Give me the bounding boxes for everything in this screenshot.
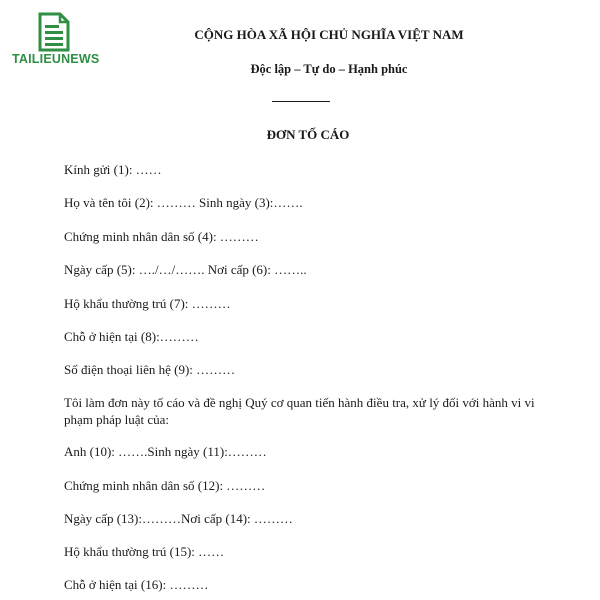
accused-residence-line: Hộ khẩu thường trú (15): ……: [64, 544, 225, 559]
complainant-issue-line: Ngày cấp (5): …./…/……. Nơi cấp (6): ……..: [64, 262, 307, 277]
accused-id-line: Chứng minh nhân dân số (12): ………: [64, 478, 266, 493]
accused-issue-line: Ngày cấp (13):………Nơi cấp (14): ………: [64, 511, 293, 526]
header-underline: [272, 101, 330, 102]
national-motto: Độc lập – Tự do – Hạnh phúc: [250, 62, 408, 76]
logo-text: TAILIEUNEWS: [12, 52, 100, 66]
complainant-id-line: Chứng minh nhân dân số (4): ………: [64, 229, 259, 244]
recipient-line: Kính gửi (1): ……: [64, 162, 162, 177]
complainant-phone-line: Số điện thoại liên hệ (9): ………: [64, 362, 236, 377]
accused-address-line: Chỗ ở hiện tại (16): ………: [64, 577, 209, 592]
accused-name-line: Anh (10): …….Sinh ngày (11):………: [64, 444, 267, 459]
complainant-address-line: Chỗ ở hiện tại (8):………: [64, 329, 199, 344]
complaint-statement: Tôi làm đơn này tố cáo và đề nghị Quý cơ quan tiến hành điều tra, xử lý đối với hành vi vi phạm pháp luật của:: [64, 395, 535, 427]
document-title: ĐƠN TỐ CÁO: [266, 127, 350, 142]
complainant-residence-line: Hộ khẩu thường trú (7): ………: [64, 296, 231, 311]
national-title: CỘNG HÒA XÃ HỘI CHỦ NGHĨA VIỆT NAM: [194, 27, 464, 42]
complainant-name-line: Họ và tên tôi (2): ……… Sinh ngày (3):…….: [64, 195, 303, 210]
